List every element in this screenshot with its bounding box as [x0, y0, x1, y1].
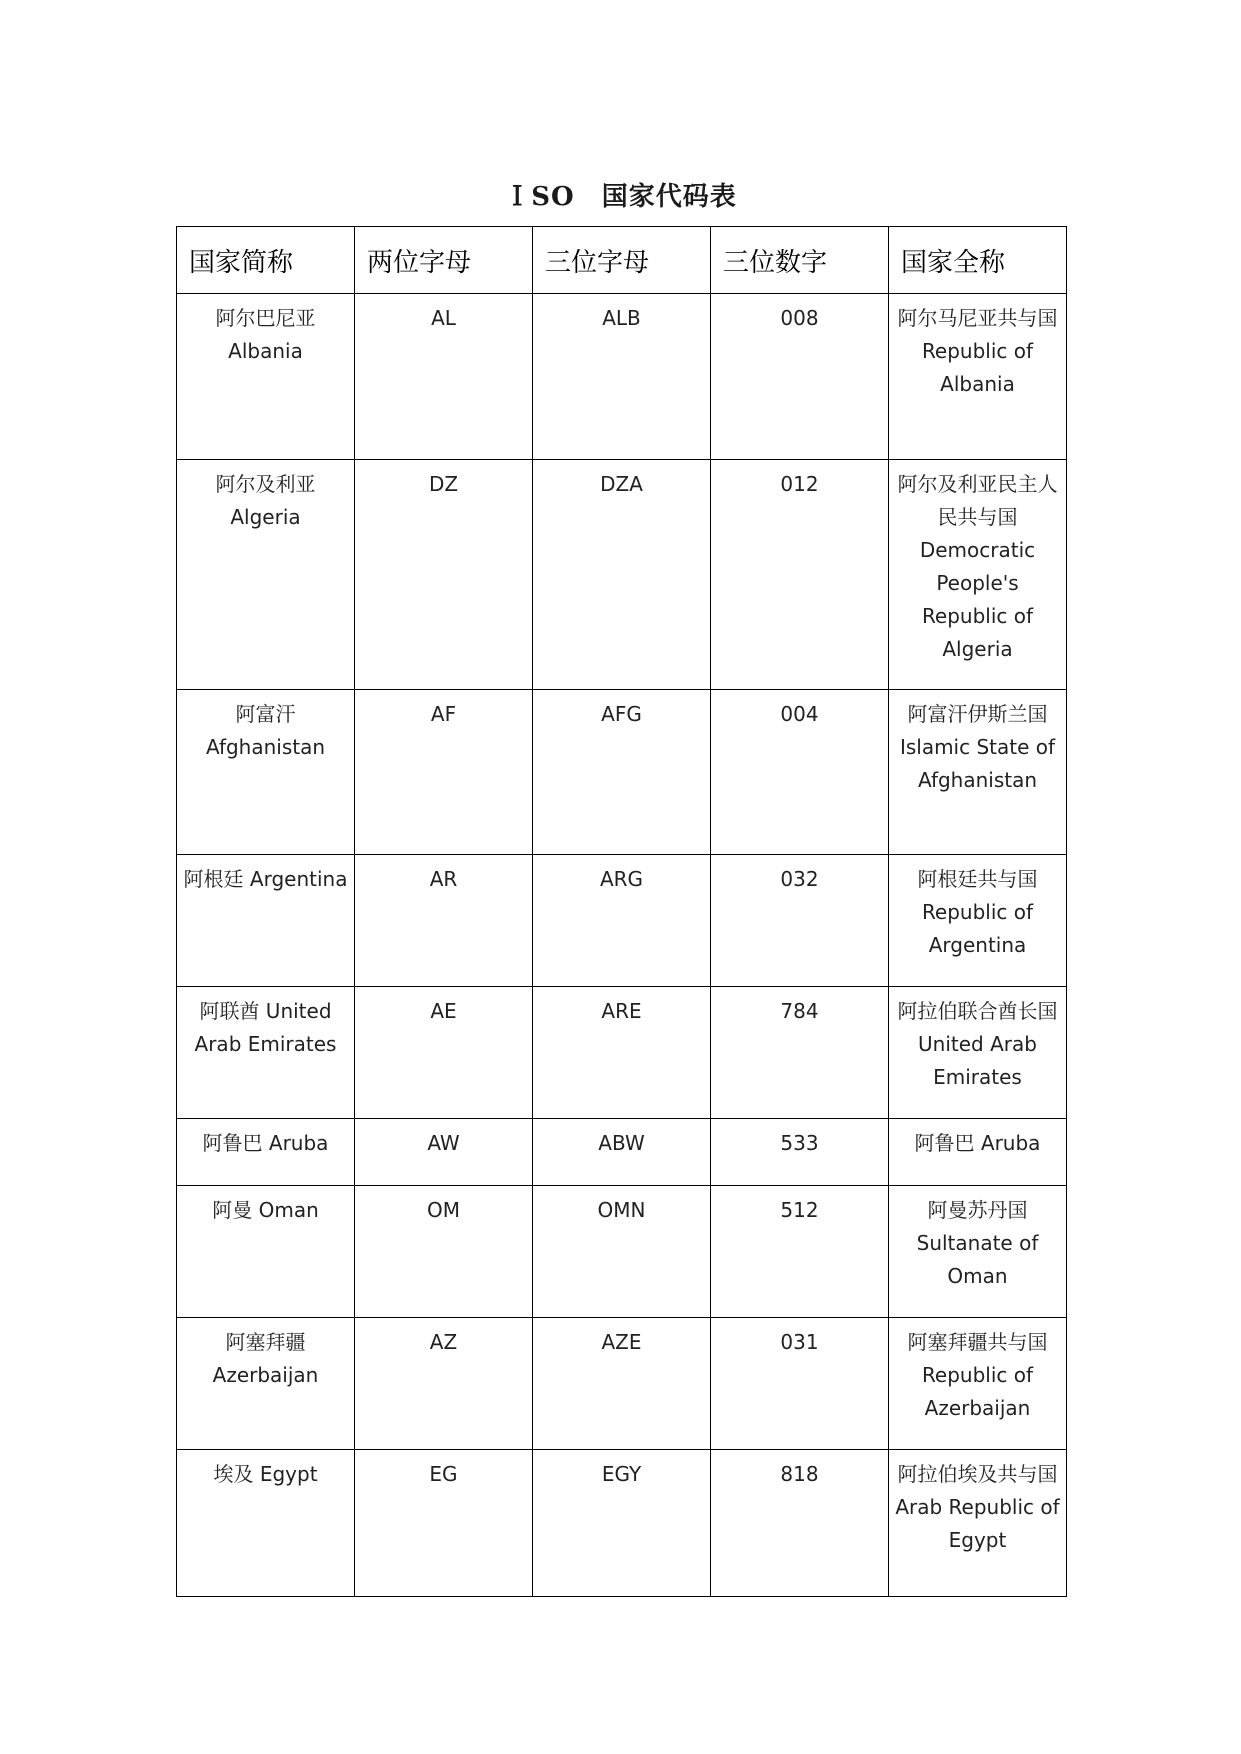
header-numeric: 三位数字	[711, 227, 889, 294]
cell-alpha2: EG	[355, 1450, 533, 1597]
cell-full-name: 阿尔马尼亚共与国 Republic of Albania	[889, 294, 1067, 460]
cell-alpha2: AL	[355, 294, 533, 460]
cell-short-name: 阿根廷 Argentina	[177, 855, 355, 987]
cell-short-name: 阿鲁巴 Aruba	[177, 1119, 355, 1186]
table-row	[177, 460, 1067, 690]
cell-alpha2: AZ	[355, 1318, 533, 1450]
cell-alpha3: ARE	[533, 987, 711, 1119]
table-row	[177, 690, 1067, 855]
header-full-name: 国家全称	[889, 227, 1067, 294]
cell-short-name: 阿联酋 United Arab Emirates	[177, 987, 355, 1119]
cell-alpha3: EGY	[533, 1450, 711, 1597]
cell-alpha2: AF	[355, 690, 533, 855]
cell-full-name: 阿鲁巴 Aruba	[889, 1119, 1067, 1186]
cell-alpha2: AW	[355, 1119, 533, 1186]
header-alpha2: 两位字母	[355, 227, 533, 294]
cell-numeric: 012	[711, 460, 889, 690]
cell-numeric: 784	[711, 987, 889, 1119]
table-row	[177, 1450, 1067, 1597]
table-row	[177, 294, 1067, 460]
cell-short-name: 阿尔及利亚 Algeria	[177, 460, 355, 690]
table-header-row	[177, 227, 1067, 294]
cell-numeric: 032	[711, 855, 889, 987]
cell-full-name: 阿尔及利亚民主人民共与国 Democratic People's Republic of Algeria	[889, 460, 1067, 690]
cell-alpha3: ARG	[533, 855, 711, 987]
cell-numeric: 512	[711, 1186, 889, 1318]
cell-alpha3: OMN	[533, 1186, 711, 1318]
table-row	[177, 855, 1067, 987]
cell-numeric: 031	[711, 1318, 889, 1450]
header-alpha3: 三位字母	[533, 227, 711, 294]
table-row	[177, 1318, 1067, 1450]
cell-alpha2: AR	[355, 855, 533, 987]
header-short-name: 国家简称	[177, 227, 355, 294]
cell-full-name: 阿根廷共与国 Republic of Argentina	[889, 855, 1067, 987]
cell-alpha3: AZE	[533, 1318, 711, 1450]
cell-alpha3: DZA	[533, 460, 711, 690]
cell-alpha3: ABW	[533, 1119, 711, 1186]
cell-alpha3: ALB	[533, 294, 711, 460]
iso-country-code-table	[176, 226, 1067, 1597]
cell-numeric: 818	[711, 1450, 889, 1597]
table-row	[177, 1186, 1067, 1318]
cell-alpha2: DZ	[355, 460, 533, 690]
cell-short-name: 阿塞拜疆 Azerbaijan	[177, 1318, 355, 1450]
page-title: ＩSO 国家代码表	[504, 182, 737, 212]
cell-numeric: 004	[711, 690, 889, 855]
table-row	[177, 1119, 1067, 1186]
cell-alpha2: OM	[355, 1186, 533, 1318]
cell-short-name: 埃及 Egypt	[177, 1450, 355, 1597]
cell-short-name: 阿曼 Oman	[177, 1186, 355, 1318]
cell-short-name: 阿富汗 Afghanistan	[177, 690, 355, 855]
table-row	[177, 987, 1067, 1119]
cell-numeric: 008	[711, 294, 889, 460]
cell-full-name: 阿塞拜疆共与国 Republic of Azerbaijan	[889, 1318, 1067, 1450]
cell-full-name: 阿富汗伊斯兰国 Islamic State of Afghanistan	[889, 690, 1067, 855]
cell-short-name: 阿尔巴尼亚 Albania	[177, 294, 355, 460]
cell-full-name: 阿曼苏丹国 Sultanate of Oman	[889, 1186, 1067, 1318]
cell-full-name: 阿拉伯埃及共与国 Arab Republic of Egypt	[889, 1450, 1067, 1597]
cell-alpha2: AE	[355, 987, 533, 1119]
cell-numeric: 533	[711, 1119, 889, 1186]
cell-alpha3: AFG	[533, 690, 711, 855]
cell-full-name: 阿拉伯联合酋长国 United Arab Emirates	[889, 987, 1067, 1119]
